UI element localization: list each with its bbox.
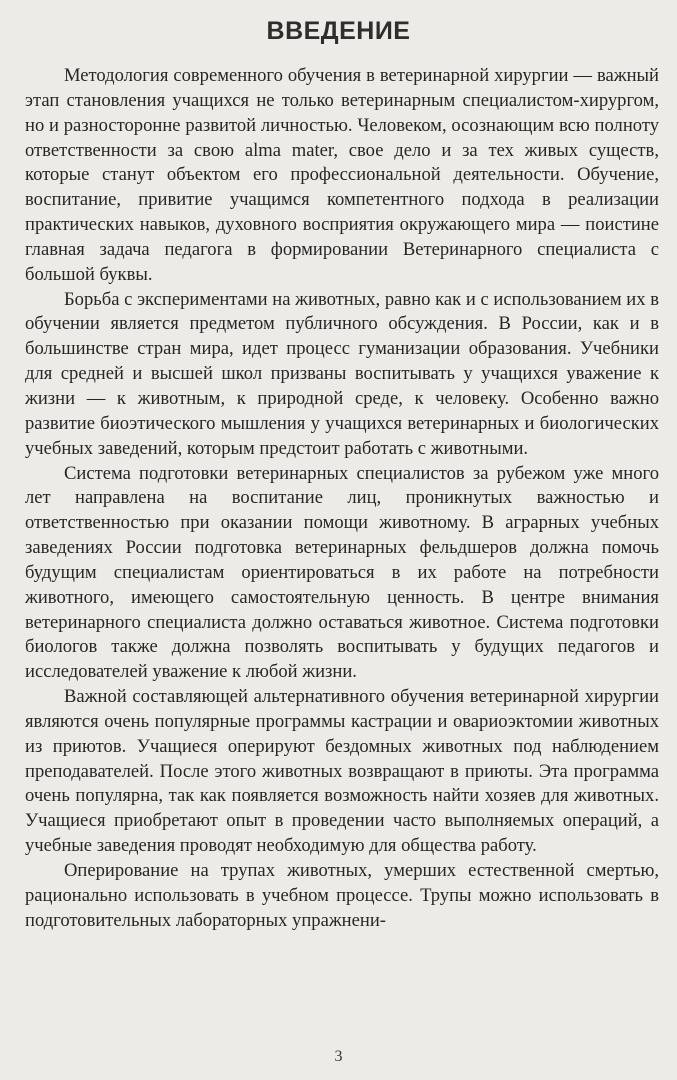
page-number: 3 [334, 1048, 343, 1065]
paragraph-2: Борьба с экспериментами на животных, равно как и с использованием их в обучении является предметом публичного обсуждения. В России, как и в большинстве стран мира, идет процесс гуманизации образования. Учебники для средней и высшей школ призваны воспитывать у учащихся уважение к жизни — к животным, к природной среде, к человеку. Особенно важно развитие биоэтического мышления у учащихся ветеринарных и биологических учебных заведений, которым предстоит работать с животными. [25, 288, 659, 459]
chapter-title: ВВЕДЕНИЕ [266, 17, 411, 45]
body-text [25, 64, 659, 934]
paragraph-3: Система подготовки ветеринарных специалистов за рубежом уже много лет направлена на воспитание лиц, проникнутых важностью и ответственностью при оказании помощи животному. В аграрных учебных заведениях России подготовка ветеринарных фельдшеров должна помочь будущим специалистам ориентироваться в их работе на потребности животного, имеющего самостоятельную ценность. В центре внимания ветеринарного специалиста должно оставаться животное. Система подготовки биологов также должна позволять воспитывать у будущих педагогов и исследователей уважение к любой жизни. [25, 462, 659, 683]
paragraph-5: Оперирование на трупах животных, умерших естественной смертью, рационально использовать в учебном процессе. Трупы можно использовать в подготовительных лабораторных упражнени- [25, 860, 659, 931]
paragraph-1: Методология современного обучения в ветеринарной хирургии — важный этап становления учащихся не только ветеринарным специалистом-хирургом, но и разносторонне развитой личностью. Человеком, осознающим всю полноту ответственности за свою alma mater, свое дело и за тех живых существ, которые станут объектом его профессиональной деятельности. Обучение, воспитание, привитие учащимся компетентного подхода в реализации практических навыков, духовного восприятия окружающего мира — поистине главная задача педагога в формировании Ветеринарного специалиста с большой буквы. [25, 65, 659, 285]
paragraph-4: Важной составляющей альтернативного обучения ветеринарной хирургии являются очень популярные программы кастрации и овариоэктомии животных из приютов. Учащиеся оперируют бездомных животных под наблюдением преподавателей. После этого животных возвращают в приюты. Эта программа очень популярна, так как появляется возможность найти хозяев для животных. Учащиеся приобретают опыт в проведении часто выполняемых операций, а учебные заведения проводят необходимую для общества работу. [25, 686, 659, 857]
